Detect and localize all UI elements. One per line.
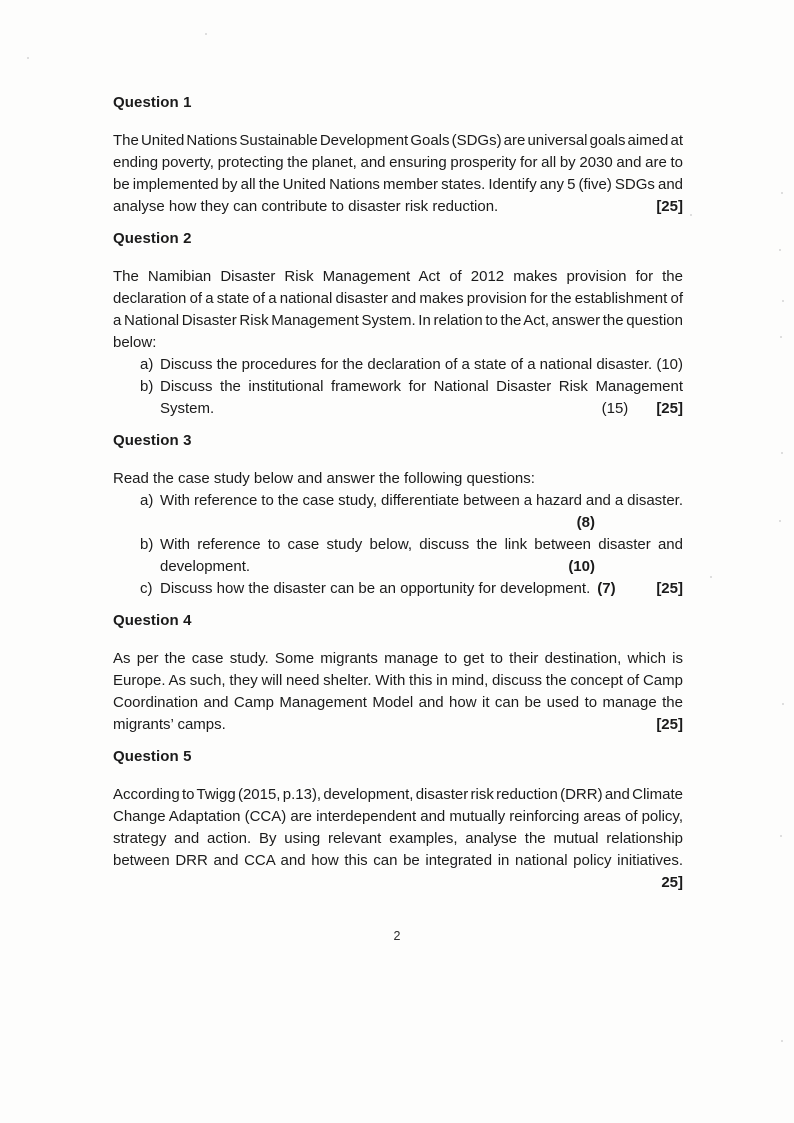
question-section-4 bbox=[113, 610, 683, 736]
text-line: be implemented by all the United Nations member states. Identify any 5 (five) SDGs and bbox=[113, 176, 683, 193]
text-line-row bbox=[113, 828, 683, 850]
text-line-row bbox=[113, 288, 683, 310]
text-line-row bbox=[160, 578, 683, 600]
marks-label: (8) bbox=[576, 514, 595, 531]
text-line-row bbox=[113, 174, 683, 196]
question-section-3 bbox=[113, 430, 683, 600]
text-line-row bbox=[113, 468, 683, 490]
text-line-row bbox=[160, 398, 683, 420]
questions-container bbox=[113, 92, 683, 894]
text-line-row bbox=[113, 152, 683, 174]
text-line-row bbox=[113, 872, 683, 894]
list-item-marker: b) bbox=[140, 536, 154, 553]
text-line-row bbox=[113, 196, 683, 218]
text-line-row bbox=[160, 534, 683, 556]
text-line-row bbox=[160, 354, 683, 376]
list-item-marker: a) bbox=[140, 492, 154, 509]
marks-label: (7) bbox=[597, 580, 616, 597]
text-line: The Namibian Disaster Risk Management Act of 2012 makes provision for the bbox=[113, 268, 683, 285]
list-item-marker: c) bbox=[140, 580, 153, 597]
marks-label: [25] bbox=[656, 198, 683, 215]
text-line-row bbox=[160, 376, 683, 398]
text-line: below: bbox=[113, 334, 157, 351]
question-section-5 bbox=[113, 746, 683, 894]
question-paragraph bbox=[113, 784, 683, 894]
text-line-row bbox=[113, 850, 683, 872]
text-line-row bbox=[113, 784, 683, 806]
question-section-1 bbox=[113, 92, 683, 218]
text-line: declaration of a state of a national disaster and makes provision for the establishment of bbox=[113, 290, 683, 307]
text-line-row bbox=[160, 556, 683, 578]
question-heading: Question 1 bbox=[113, 94, 192, 111]
marks-label: (10) bbox=[568, 558, 595, 575]
text-line: strategy and action. By using relevant examples, analyse the mutual relationship bbox=[113, 830, 683, 847]
text-line-row bbox=[113, 670, 683, 692]
question-paragraph bbox=[113, 266, 683, 354]
list-item-body bbox=[160, 490, 683, 534]
text-line: System. bbox=[160, 400, 215, 417]
text-line-row bbox=[113, 130, 683, 152]
text-line-row bbox=[160, 490, 683, 512]
list-item bbox=[113, 578, 683, 600]
marks-label: 25] bbox=[661, 874, 683, 891]
text-line: migrants’ camps. bbox=[113, 716, 226, 733]
text-line: Europe. As such, they will need shelter. With this in mind, discuss the concept of Camp bbox=[113, 672, 683, 689]
text-line: With reference to the case study, differentiate between a hazard and a disaster. bbox=[160, 492, 683, 509]
text-line: As per the case study. Some migrants manage to get to their destination, which is bbox=[113, 650, 683, 667]
list-item-body bbox=[160, 578, 683, 600]
text-line: Discuss the procedures for the declaration of a state of a national disaster. (10) bbox=[160, 356, 683, 373]
list-item-body bbox=[160, 534, 683, 578]
text-line: Read the case study below and answer the following questions: bbox=[113, 470, 535, 487]
list-item bbox=[113, 534, 683, 578]
marks-label: [25] bbox=[656, 580, 683, 597]
question-heading: Question 3 bbox=[113, 432, 192, 449]
text-line: development. bbox=[160, 558, 251, 575]
text-line: Coordination and Camp Management Model and how it can be used to manage the bbox=[113, 694, 683, 711]
text-line: The United Nations Sustainable Development Goals (SDGs) are universal goals aimed at bbox=[113, 132, 683, 149]
list-item bbox=[113, 490, 683, 534]
text-line: between DRR and CCA and how this can be integrated in national policy initiatives. bbox=[113, 852, 683, 869]
question-paragraph bbox=[113, 648, 683, 736]
text-line-row bbox=[113, 648, 683, 670]
list-item-marker: b) bbox=[140, 378, 154, 395]
text-line-row bbox=[113, 692, 683, 714]
question-list bbox=[113, 354, 683, 420]
question-heading: Question 4 bbox=[113, 612, 192, 629]
text-line: With reference to case study below, discuss the link between disaster and bbox=[160, 536, 683, 553]
text-line-row bbox=[113, 714, 683, 736]
page-number: 2 bbox=[393, 929, 401, 943]
text-line-row bbox=[113, 310, 683, 332]
text-line: Change Adaptation (CCA) are interdependent and mutually reinforcing areas of policy, bbox=[113, 808, 683, 825]
list-item bbox=[113, 376, 683, 420]
question-list bbox=[113, 490, 683, 600]
text-line: analyse how they can contribute to disaster risk reduction. bbox=[113, 198, 499, 215]
text-line-row bbox=[113, 266, 683, 288]
question-heading: Question 2 bbox=[113, 230, 192, 247]
text-line-row bbox=[113, 806, 683, 828]
marks-label: [25] bbox=[656, 716, 683, 733]
text-line: a National Disaster Risk Management System. In relation to the Act, answer the question bbox=[113, 312, 683, 329]
text-line-row bbox=[113, 332, 683, 354]
marks-label: [25] bbox=[656, 400, 683, 417]
text-line: Discuss the institutional framework for National Disaster Risk Management bbox=[160, 378, 683, 395]
question-section-2 bbox=[113, 228, 683, 420]
text-line: Discuss how the disaster can be an opportunity for development. bbox=[160, 580, 591, 597]
text-line: According to Twigg (2015, p.13), development, disaster risk reduction (DRR) and Climate bbox=[113, 786, 683, 803]
text-line-row bbox=[160, 512, 683, 534]
list-item-body bbox=[160, 376, 683, 420]
list-item-body bbox=[160, 354, 683, 376]
question-heading: Question 5 bbox=[113, 748, 192, 765]
question-paragraph bbox=[113, 130, 683, 218]
text-line: ending poverty, protecting the planet, and ensuring prosperity for all by 2030 and are to bbox=[113, 154, 683, 171]
list-item-marker: a) bbox=[140, 356, 154, 373]
question-paragraph bbox=[113, 468, 683, 490]
marks-label: (15) bbox=[601, 400, 629, 417]
list-item bbox=[113, 354, 683, 376]
